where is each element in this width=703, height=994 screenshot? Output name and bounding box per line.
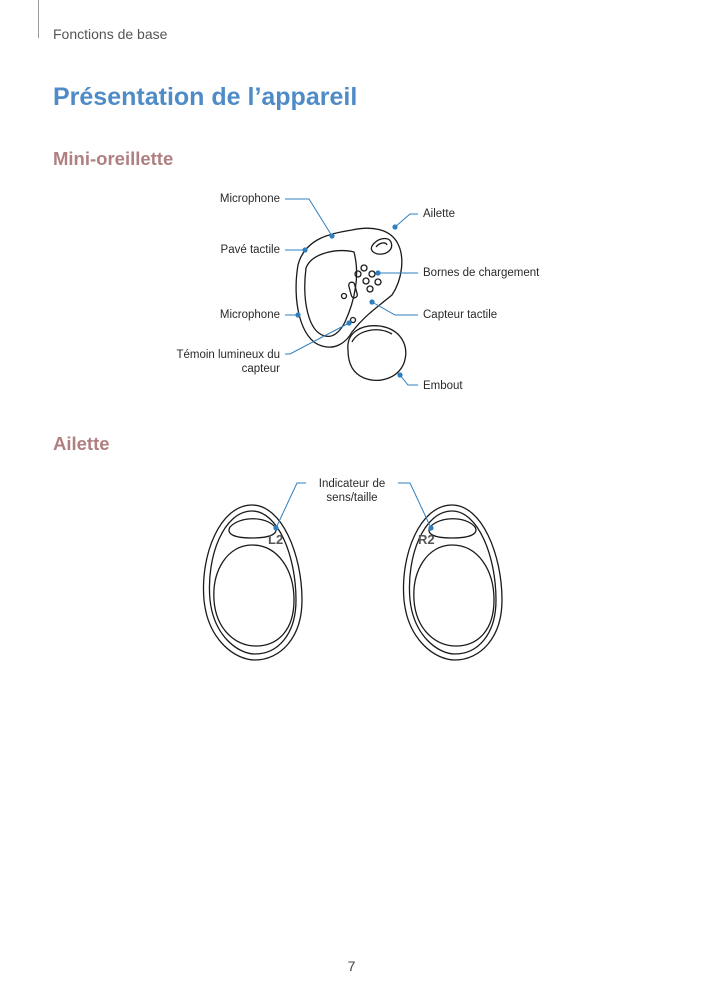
label-sensor-led-line2: capteur [241,363,280,375]
earbud-heading: Mini-oreillette [53,148,174,169]
label-sensor-led-line1: Témoin lumineux du [176,349,280,361]
label-indicator [302,477,402,505]
label-wingtip: Ailette [423,208,455,220]
label-microphone-bottom: Microphone [219,309,280,321]
label-indicator-line2: sens/taille [326,492,378,504]
label-eartip: Embout [423,380,463,392]
left-size-mark: L2 [268,532,284,547]
page-title: Présentation de l’appareil [53,83,358,111]
label-sensor-led [176,348,280,376]
wingtip-heading: Ailette [53,433,110,454]
label-indicator-line1: Indicateur de [318,478,386,490]
label-charging-contacts: Bornes de chargement [423,267,540,279]
header-section: Fonctions de base [53,26,168,42]
label-touchpad: Pavé tactile [220,244,280,256]
page-number: 7 [347,958,356,974]
label-microphone-top: Microphone [219,193,280,205]
right-size-mark: R2 [418,532,435,547]
label-touch-sensor: Capteur tactile [423,309,498,321]
